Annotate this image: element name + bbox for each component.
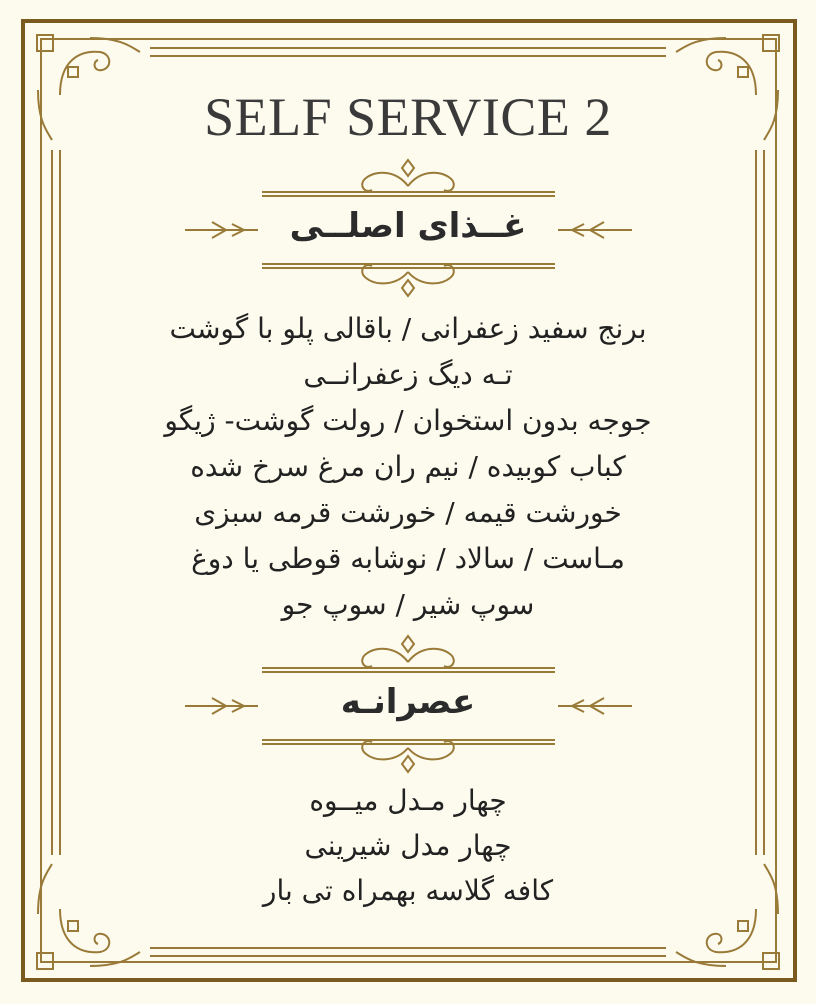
main-course-list (0, 306, 816, 628)
section-heading-snack: عصرانـه (340, 682, 476, 722)
divider-bottom-2 (262, 740, 555, 772)
scroll-bottom-left-tail (90, 952, 140, 966)
corner-dot-bottom-right (738, 921, 748, 931)
divider-top-2 (262, 636, 555, 672)
list-item: جوجه بدون استخوان / رولت گوشت- ژیگو (164, 404, 652, 437)
bottom-inner-lines (150, 948, 666, 956)
corner-dot-top-left (68, 67, 78, 77)
divider-bottom-1 (262, 264, 555, 296)
menu-title: SELF SERVICE 2 (204, 87, 612, 147)
corner-square-top-right (763, 35, 779, 51)
list-item: سوپ شیر / سوپ جو (281, 588, 535, 621)
list-item: کافه گلاسه بهمراه تی بار (262, 874, 554, 907)
scroll-bottom-right-tail (676, 952, 726, 966)
list-item: چهار مـدل میــوه (309, 784, 507, 817)
list-item: تـه دیگ زعفرانــی (303, 358, 513, 391)
list-item: مـاست / سالاد / نوشابه قوطی یا دوغ (191, 542, 625, 575)
scroll-top-left-tail (90, 38, 140, 52)
corner-square-bottom-left (37, 953, 53, 969)
divider-top-1 (262, 160, 555, 196)
list-item: برنج سفید زعفرانی / باقالی پلو با گوشت (169, 312, 647, 345)
snack-list (0, 778, 816, 913)
top-inner-lines (150, 48, 666, 56)
scroll-top-right-tail (676, 38, 726, 52)
corner-square-top-left (37, 35, 53, 51)
list-item: کباب کوبیده / نیم ران مرغ سرخ شده (190, 450, 626, 483)
corner-square-bottom-right (763, 953, 779, 969)
section-heading-main: غــذای اصلــی (289, 206, 527, 246)
corner-dot-bottom-left (68, 921, 78, 931)
list-item: خورشت قیمه / خورشت قرمه سبزی (194, 496, 622, 529)
corner-dot-top-right (738, 67, 748, 77)
list-item: چهار مدل شیرینی (304, 829, 512, 862)
